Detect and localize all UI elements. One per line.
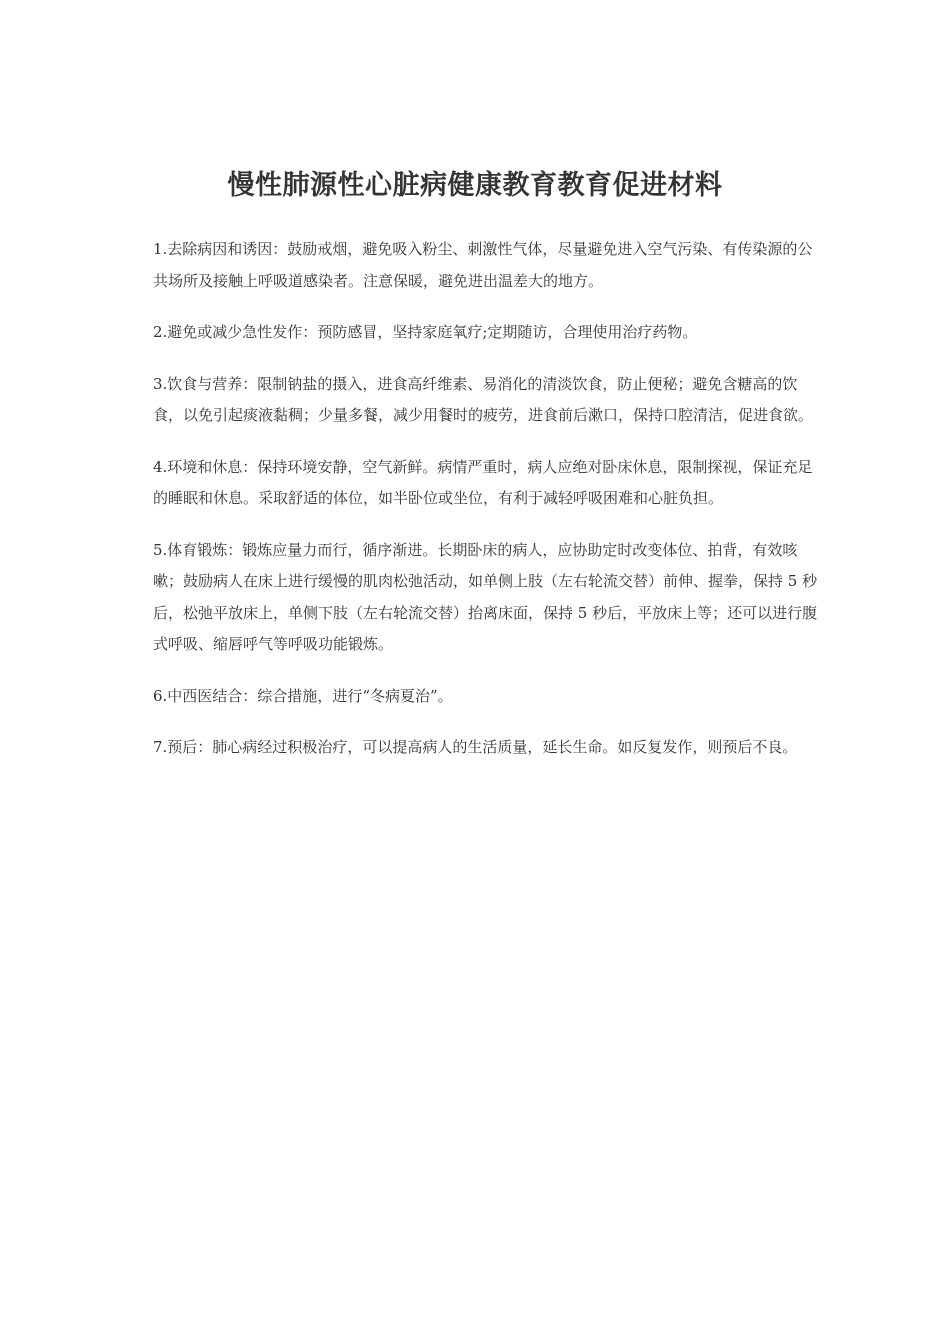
list-item [143, 369, 818, 432]
list-item-text: 5.体育锻炼：锻炼应量力而行，循序渐进。长期卧床的病人，应协助定时改变体位、拍背，有效咳嗽；鼓励病人在床上进行缓慢的肌肉松弛活动，如单侧上肢（左右轮流交替）前伸、握拳，保持 5 秒后，松弛平放床上，单侧下肢（左右轮流交替）抬离床面，保持 5 秒后，平放床上等；还可以进行腹式呼吸、缩唇呼气等呼吸功能锻炼。 [153, 540, 818, 653]
list-item-text: 1.去除病因和诱因：鼓励戒烟，避免吸入粉尘、刺激性气体，尽量避免进入空气污染、有传染源的公共场所及接触上呼吸道感染者。注意保暖，避免进出温差大的地方。 [153, 240, 813, 290]
list-item-text: 6.中西医结合：综合措施，进行“冬病夏治”。 [153, 686, 453, 705]
list-item [143, 452, 818, 515]
document-body [143, 234, 818, 784]
document-title: 慢性肺源性心脏病健康教育教育促进材料 [227, 170, 723, 202]
list-item-text: 4.环境和休息：保持环境安静，空气新鲜。病情严重时，病人应绝对卧床休息，限制探视，保证充足的睡眠和休息。采取舒适的体位，如半卧位或坐位，有利于减轻呼吸困难和心脏负担。 [153, 457, 813, 507]
list-item-text: 2.避免或减少急性发作：预防感冒，坚持家庭氧疗;定期随访，合理使用治疗药物。 [153, 323, 698, 341]
list-item-text: 7.预后：肺心病经过积极治疗，可以提高病人的生活质量，延长生命。如反复发作，则预后不良。 [153, 738, 798, 756]
list-item [143, 681, 818, 713]
list-item-text: 3.饮食与营养：限制钠盐的摄入，进食高纤维素、易消化的清淡饮食，防止便秘；避免含糖高的饮食，以免引起痰液黏稠；少量多餐，减少用餐时的疲劳，进食前后漱口，保持口腔清洁，促进食欲。 [153, 374, 814, 424]
list-item [143, 234, 818, 297]
list-item [143, 732, 818, 764]
list-item [143, 535, 818, 661]
list-item [143, 317, 818, 349]
